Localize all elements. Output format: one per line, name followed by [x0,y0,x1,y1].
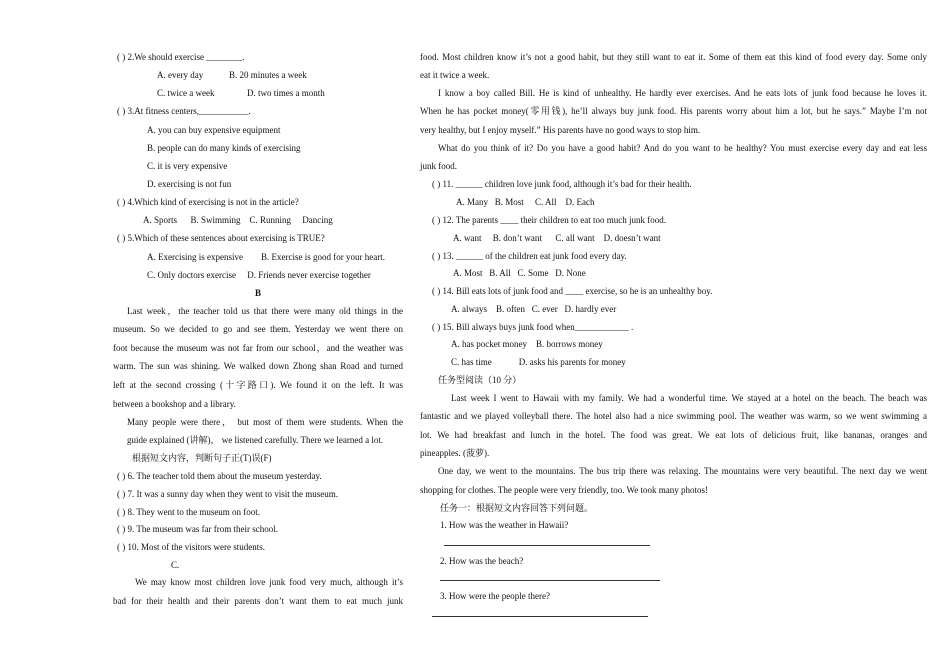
question-11: ( ) 11. ______ children love junk food, although it’s bad for their health. [432,179,692,189]
passage-c-cont-line-3: I know a boy called Bill. He is kind of unhealthy. He hardly ever exercises. And he eats lots of junk food because he loves it. [438,88,927,98]
section-b-heading: B [254,288,261,298]
q2-option-b: B. 20 minutes a week [229,70,307,80]
qa-question-3: 3. How were the people there? [440,591,550,601]
passage-d-line-6: shopping for clothes. The people were very friendly, too. We took many photos! [420,485,709,495]
q12-options: A. want B. don’t want C. all want D. doesn’t want [453,233,661,243]
tf-question-10: ( ) 10. Most of the visitors were students. [117,542,265,552]
question-2: ( ) 2.We should exercise ________. [117,52,245,62]
passage-c-cont-line-6: What do you think of it? Do you have a good habit? And do you want to be healthy? You must exercise every day and eat less [438,143,927,153]
qa-question-2: 2. How was the beach? [440,556,524,566]
tf-question-8: ( ) 8. They went to the museum on foot. [117,507,261,517]
q15-options-ab: A. has pocket money B. borrows money [451,339,603,349]
q2-option-d: D. two times a month [247,88,325,98]
task-1-instruction: 任务一：根据短文内容回答下列问题。 [440,503,594,513]
section-c-heading: C. [171,560,180,570]
passage-b-line-6: between a bookshop and a library. [113,399,236,409]
passage-d-line-1: Last week I went to Hawaii with my family. We had a wonderful time. We stayed at a hotel on the beach. The beach was [451,393,927,403]
passage-c-line-2: bad for their health and their parents don’t want them to eat much junk [113,596,403,606]
passage-b-line-8: guide explained (讲解)， we listened carefully. There we learned a lot. [127,435,384,445]
passage-c-cont-line-1: food. Most children know it’s not a good habit, but they still want to eat it. Some of them eat this kind of food every day. Some only [420,52,927,62]
q2-option-a: A. every day [157,70,204,80]
passage-c-cont-line-7: junk food. [420,161,457,171]
passage-c-cont-line-2: eat it twice a week. [420,70,490,80]
passage-b-line-4: warm. The sun was shining. We walked down Zhong shan Road and turned [113,361,403,371]
q15-options-cd: C. has time D. asks his parents for money [451,357,626,367]
passage-d-line-4: pineapples. (菠萝). [420,448,490,458]
tf-question-6: ( ) 6. The teacher told them about the museum yesterday. [117,471,322,481]
q5-options-ab: A. Exercising is expensive B. Exercise is good for your heart. [147,252,385,262]
q3-option-a: A. you can buy expensive equipment [147,125,281,135]
q4-options: A. Sports B. Swimming C. Running Dancing [143,215,333,225]
answer-line-1[interactable] [444,545,650,546]
passage-d-line-5: One day, we went to the mountains. The bus trip there was relaxing. The mountains were very beautiful. The next day we went [438,466,927,476]
answer-line-2[interactable] [440,580,660,581]
q11-options: A. Many B. Most C. All D. Each [456,197,595,207]
passage-b-line-1: Last week，the teacher told us that there were many old things in the [127,306,403,316]
question-14: ( ) 14. Bill eats lots of junk food and ____ exercise, so he is an unhealthy boy. [432,286,713,296]
passage-b-line-2: museum. So we decided to go and see them. Yesterday we went there on [113,324,403,334]
passage-c-cont-line-4: When he has pocket money(零用钱), he’ll always buy junk food. His parents worry about him a lot, but he says.” Maybe I’m not [420,106,927,116]
question-12: ( ) 12. The parents ____ their children to eat too much junk food. [432,215,667,225]
q14-options: A. always B. often C. ever D. hardly ever [451,304,617,314]
q3-option-b: B. people can do many kinds of exercising [147,143,301,153]
q2-option-c: C. twice a week [157,88,215,98]
passage-c-line-1: We may know most children love junk food very much, although it’s [135,577,403,587]
qa-question-1: 1. How was the weather in Hawaii? [440,520,569,530]
passage-b-line-7: Many people were there， but most of them were students. When the [127,417,403,427]
tf-question-7: ( ) 7. It was a sunny day when they went to visit the museum. [117,489,338,499]
passage-b-line-3: foot because the museum was not far from our school，and the weather was [113,343,403,353]
passage-d-line-3: lot. We had breakfast and lunch in the hotel. The food was great. We eat lots of delicious fruit, like bananas, oranges and [420,430,927,440]
q3-option-c: C. it is very expensive [147,161,228,171]
passage-c-cont-line-5: very healthy, but I enjoy myself.” His parents have no good ways to stop him. [420,125,701,135]
answer-line-3[interactable] [432,616,648,617]
question-13: ( ) 13. ______ of the children eat junk food every day. [432,251,627,261]
question-3: ( ) 3.At fitness centers,___________. [117,106,251,116]
tf-instruction: 根据短文内容，判断句子正(T)误(F) [132,453,272,463]
passage-d-line-2: fantastic and we played volleyball there. The hotel also had a nice swimming pool. The weather was warm, so we went swimming a [420,411,927,421]
question-4: ( ) 4.Which kind of exercising is not in the article? [117,197,299,207]
q5-options-cd: C. Only doctors exercise D. Friends never exercise together [147,270,371,280]
tf-question-9: ( ) 9. The museum was far from their school. [117,524,279,534]
question-5: ( ) 5.Which of these sentences about exercising is TRUE? [117,233,325,243]
question-15: ( ) 15. Bill always buys junk food when____________ . [432,322,634,332]
task-reading-title: 任务型阅读（10 分） [438,375,522,385]
passage-b-line-5: left at the second crossing (十字路口). We found it on the left. It was [113,380,403,390]
q3-option-d: D. exercising is not fun [147,179,232,189]
q13-options: A. Most B. All C. Some D. None [453,268,586,278]
